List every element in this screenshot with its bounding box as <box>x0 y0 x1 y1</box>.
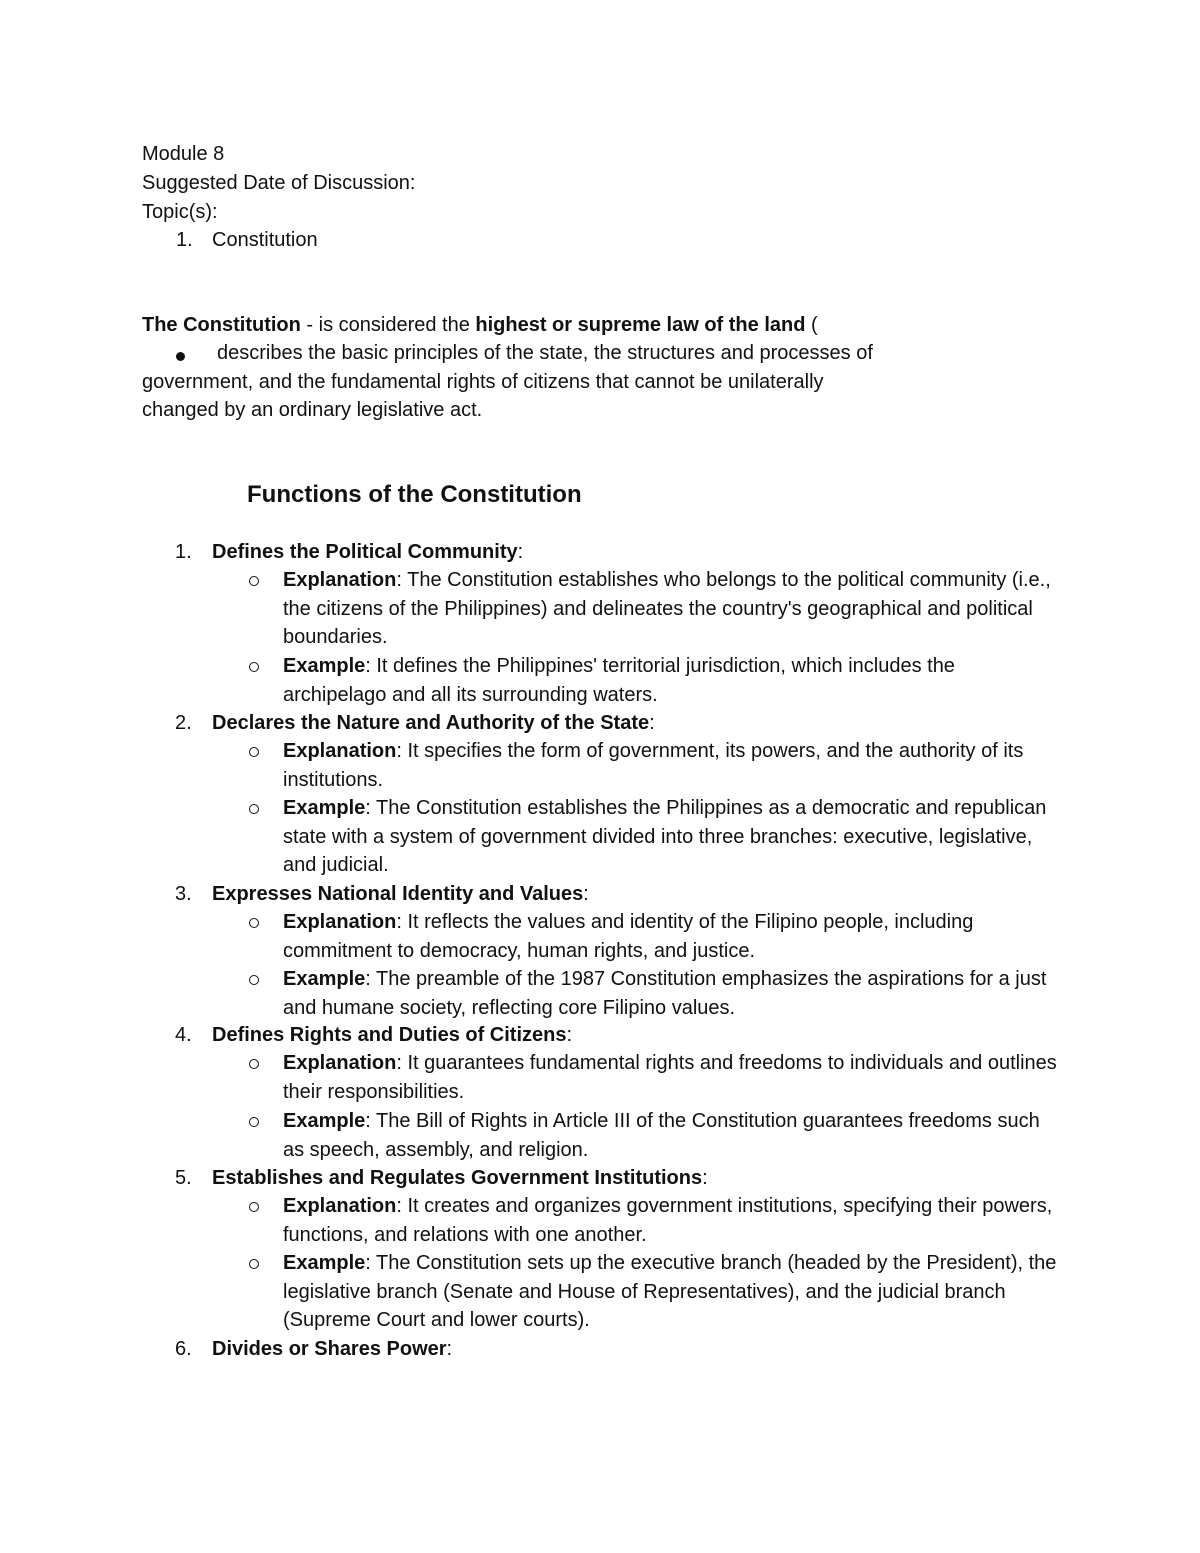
definition-term: The Constitution <box>142 314 301 336</box>
definition-text-2: ( <box>805 314 818 336</box>
hollow-circle-icon <box>249 576 259 586</box>
hollow-circle-icon <box>249 975 259 985</box>
suggested-date-label: Suggested Date of Discussion: <box>142 172 416 194</box>
item-example: Example: It defines the Philippines' territorial jurisdiction, which includes the archipelago and all its surrounding waters. <box>283 655 955 706</box>
topic-number: 1. <box>176 229 193 251</box>
hollow-circle-icon <box>249 747 259 757</box>
item-number: 4. <box>175 1024 192 1046</box>
item-example: Example: The Constitution sets up the executive branch (headed by the President), the legislative branch (Senate and House of Representatives), and the judicial branch (Supreme Court and lower courts). <box>283 1252 1057 1332</box>
hollow-circle-icon <box>249 804 259 814</box>
item-number: 3. <box>175 883 192 905</box>
definition-line <box>142 311 818 340</box>
item-number: 2. <box>175 712 192 734</box>
item-explanation: Explanation: It reflects the values and identity of the Filipino people, including commitment to democracy, human rights, and justice. <box>283 911 974 962</box>
definition-emphasis: highest or supreme law of the land <box>475 314 806 336</box>
definition-bullet-text: describes the basic principles of the state, the structures and processes of government, and the fundamental rights of citizens that cannot be unilaterally changed by an ordinary legislative act. <box>142 342 873 422</box>
functions-heading: Functions of the Constitution <box>247 481 582 508</box>
item-explanation: Explanation: The Constitution establishes who belongs to the political community (i.e., the citizens of the Philippines) and delineates the country's geographical and political boundaries. <box>283 569 1051 649</box>
item-number: 1. <box>175 541 192 563</box>
item-title: Divides or Shares Power: <box>212 1338 453 1360</box>
item-explanation: Explanation: It creates and organizes government institutions, specifying their powers, functions, and relations with one another. <box>283 1195 1053 1246</box>
item-example: Example: The preamble of the 1987 Constitution emphasizes the aspirations for a just and humane society, reflecting core Filipino values. <box>283 968 1047 1019</box>
hollow-circle-icon <box>249 1059 259 1069</box>
item-explanation: Explanation: It specifies the form of government, its powers, and the authority of its institutions. <box>283 740 1024 791</box>
item-title: Expresses National Identity and Values: <box>212 883 589 905</box>
topic-item: Constitution <box>212 229 318 251</box>
item-example: Example: The Bill of Rights in Article III of the Constitution guarantees freedoms such as speech, assembly, and religion. <box>283 1110 1040 1161</box>
item-example: Example: The Constitution establishes the Philippines as a democratic and republican state with a system of government divided into three branches: executive, legislative, and judicial. <box>283 797 1047 877</box>
item-title: Defines Rights and Duties of Citizens: <box>212 1024 573 1046</box>
hollow-circle-icon <box>249 1202 259 1212</box>
topics-label: Topic(s): <box>142 201 218 223</box>
item-explanation: Explanation: It guarantees fundamental rights and freedoms to individuals and outlines their responsibilities. <box>283 1052 1057 1103</box>
item-title: Defines the Political Community: <box>212 541 524 563</box>
item-number: 5. <box>175 1167 192 1189</box>
item-number: 6. <box>175 1338 192 1360</box>
hollow-circle-icon <box>249 1259 259 1269</box>
definition-text-1: - is considered the <box>300 314 476 336</box>
hollow-circle-icon <box>249 1117 259 1127</box>
item-title: Establishes and Regulates Government Institutions: <box>212 1167 708 1189</box>
hollow-circle-icon <box>249 662 259 672</box>
module-label: Module 8 <box>142 143 225 165</box>
hollow-circle-icon <box>249 918 259 928</box>
item-title: Declares the Nature and Authority of the State: <box>212 712 655 734</box>
